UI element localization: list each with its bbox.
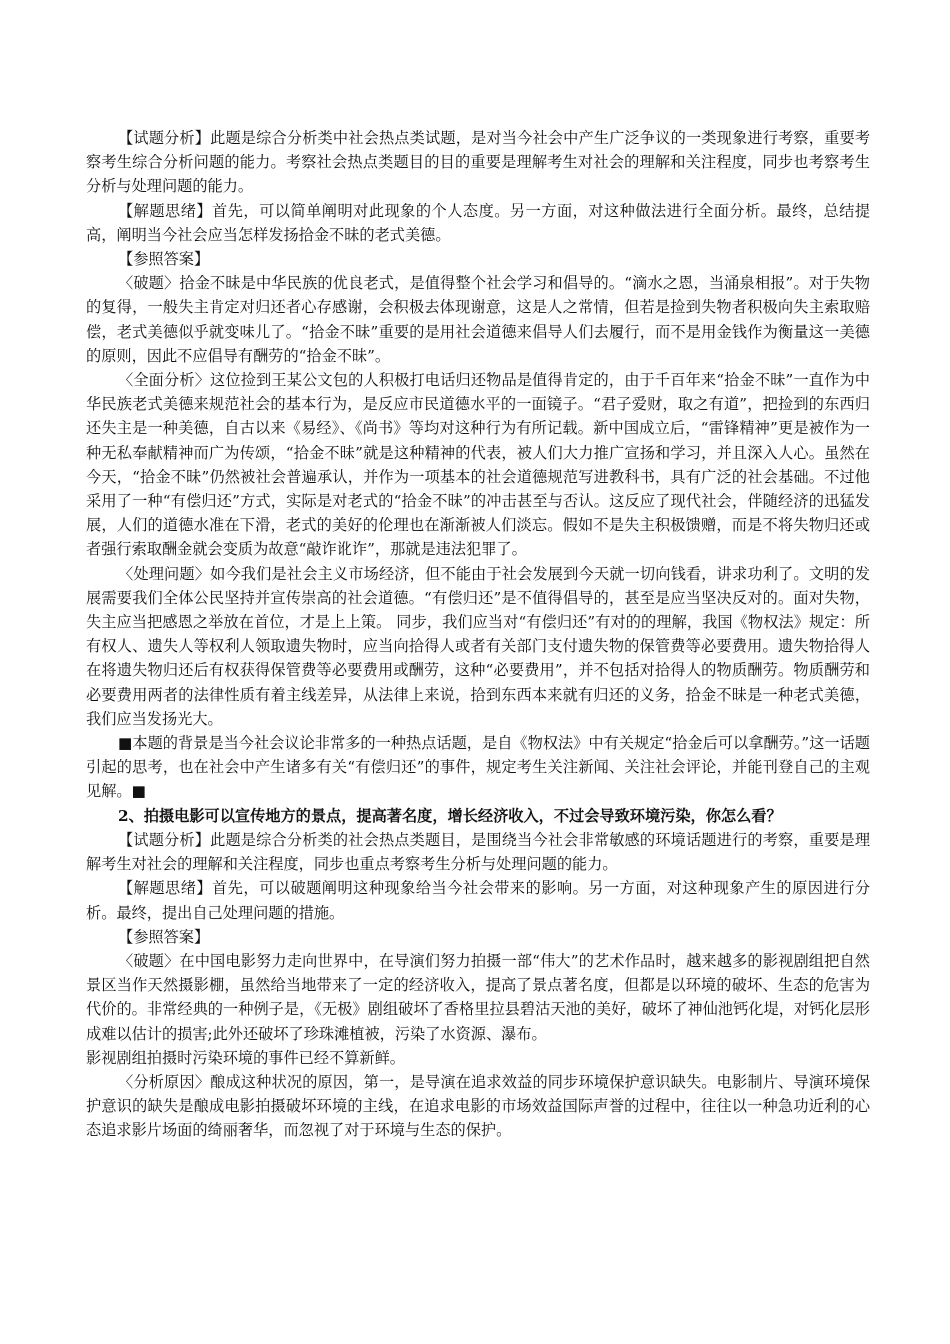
paragraph-background-note: ■本题的背景是当今社会议论非常多的一种热点话题，是自《物权法》中有关规定“拾金后可以拿酬劳。”这一话题引起的思考，也在社会中产生诸多有关“有偿归还”的事件，规定考生关注新闻、关注社会评论，并能刊登自己的主观见解。■ xyxy=(86,734,870,801)
paragraph-opening-1: 〈破题〉拾金不昧是中华民族的优良老式，是值得整个社会学习和倡导的。“滴水之恩，当涌泉相报”。对于失物的复得，一般失主肯定对归还者心存感谢，会积极去体现谢意，这是人之常情，但若是捡到失物者积极向失主索取赔偿，老式美德似乎就变味儿了。“拾金不昧”重要的是用社会道德来倡导人们去履行，而不是用金钱作为衡量这一美德的原则，因此不应倡导有酬劳的“拾金不昧”。 xyxy=(86,274,870,365)
paragraph-solution-approach-1: 【解题思绪】首先，可以简单阐明对此现象的个人态度。另一方面，对这种做法进行全面分析。最终，总结提高，阐明当今社会应当怎样发扬拾金不昧的老式美德。 xyxy=(86,201,870,244)
question-2-heading: 2、拍摄电影可以宣传地方的景点，提高著名度，增长经济收入，不过会导致环境污染，你怎么看？ xyxy=(118,806,782,825)
paragraph-opening-2-tail: 影视剧组拍摄时污染环境的事件已经不算新鲜。 xyxy=(86,1048,405,1067)
paragraph-full-analysis-1: 〈全面分析〉这位捡到王某公文包的人积极打电话归还物品是值得肯定的，由于千百年来“拾金不昧”一直作为中华民族老式美德来规范社会的基本行为，是反应市民道德水平的一面镜子。“君子爱财，取之有道”，把捡到的东西归还失主是一种美德，自古以来《易经》、《尚书》等均对这种行为有所记载。新中国成立后，“雷锋精神”更是被作为一种无私奉献精神而广为传颂，“拾金不昧”就是这种精神的代表，被人们大力推广宣扬和学习，并且深入人心。虽然在今天，“拾金不昧”仍然被社会普遍承认，并作为一项基本的社会道德规范写进教科书，具有广泛的社会基础。不过他采用了一种“有偿归还”方式，实际是对老式的“拾金不昧”的冲击甚至与否认。这反应了现代社会，伴随经济的迅猛发展，人们的道德水准在下滑，老式的美好的伦理也在渐渐被人们淡忘。假如不是失主积极馈赠，而是不将失物归还或者强行索取酬金就会变质为故意“敲诈讹诈”，那就是违法犯罪了。 xyxy=(86,371,870,559)
paragraph-solve-problem-1: 〈处理问题〉如今我们是社会主义市场经济，但不能由于社会发展到今天就一切向钱看，讲求功利了。文明的发展需要我们全体公民坚持并宣传崇高的社会道德。“有偿归还”是不值得倡导的，甚至是应当坚决反对的。面对失物，失主应当把感恩之举放在首位，才是上上策。 同步，我们应当对“有偿归还”有对的的理解，我国《物权法》规定：所有权人、遗失人等权利人领取遗失物时，应当向拾得人或者有关部门支付遗失物的保管费等必要费用。遗失物拾得人在将遗失物归还后有权获得保管费等必要费用或酬劳，这种“必要费用”，并不包括对拾得人的物质酬劳。物质酬劳和必要费用两者的法律性质有着主线差异，从法律上来说，拾到东西本来就有归还的义务，拾金不昧是一种老式美德，我们应当发扬光大。 xyxy=(86,564,870,728)
paragraph-reference-heading-1: 【参照答案】 xyxy=(118,250,210,269)
paragraph-reference-heading-2: 【参照答案】 xyxy=(118,927,210,946)
paragraph-exam-analysis-2: 【试题分析】此题是综合分析类的社会热点类题目，是围绕当今社会非常敏感的环境话题进行的考察，重要是理解考生对社会的理解和关注程度，同步也重点考察考生分析与处理问题的能力。 xyxy=(86,830,870,874)
paragraph-solution-approach-2: 【解题思绪】首先，可以破题阐明这种现象给当今社会带来的影响。另一方面，对这种现象产生的原因进行分析。最终，提出自己处理问题的措施。 xyxy=(86,879,870,922)
paragraph-cause-analysis: 〈分析原因〉酿成这种状况的原因，第一，是导演在追求效益的同步环境保护意识缺失。电影制片、导演环境保护意识的缺失是酿成电影拍摄破坏环境的主线，在追求电影的市场效益国际声誉的过程中，往往以一种急功近利的心态追求影片场面的绮丽奢华，而忽视了对于环境与生态的保护。 xyxy=(86,1072,870,1140)
paragraph-opening-2: 〈破题〉在中国电影努力走向世界中，在导演们努力拍摄一部“伟大”的艺术作品时，越来越多的影视剧组把自然景区当作天然摄影棚，虽然给当地带来了一定的经济收入，提高了景点著名度，但都是以环境的破坏、生态的危害为代价的。非常经典的一种例子是，《无极》剧组破坏了香格里拉县碧沽天池的美好，破坏了神仙池钙化堤，对钙化层形成难以估计的损害;此外还破坏了珍珠滩植被，污染了水资源、瀑布。 xyxy=(86,951,870,1043)
paragraph-exam-analysis-1: 【试题分析】此题是综合分析类中社会热点类试题，是对当今社会中产生广泛争议的一类现象进行考察，重要考察考生综合分析问题的能力。考察社会热点类题目的目的重要是理解考生对社会的理解和关注程度，同步也考察考生分析与处理问题的能力。 xyxy=(86,129,870,196)
